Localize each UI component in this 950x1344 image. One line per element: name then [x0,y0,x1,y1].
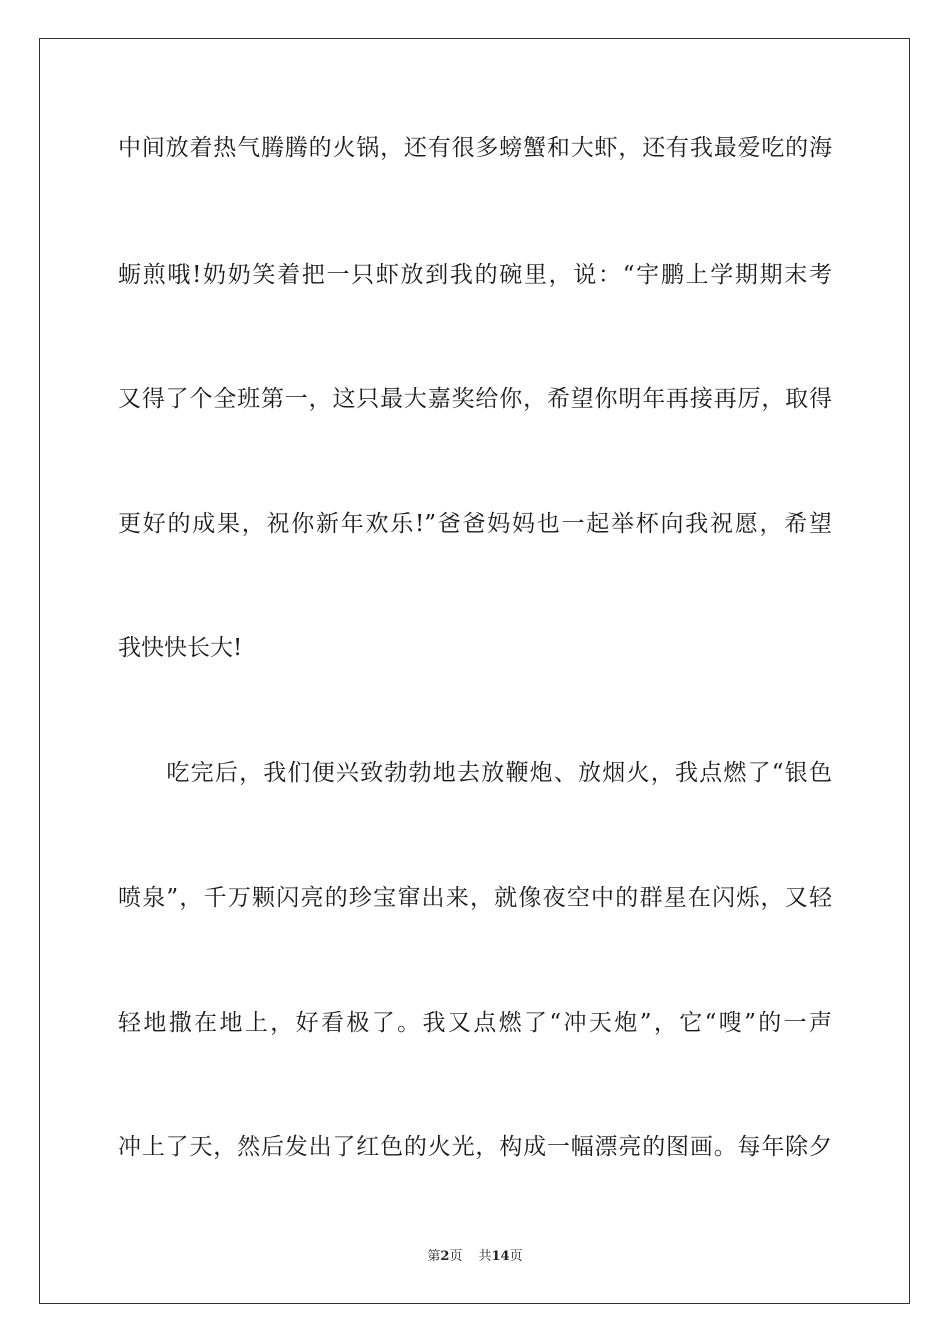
page-suffix: 页 [449,1249,463,1264]
page-footer [0,1248,950,1266]
body-text-line: 蛎煎哦!奶奶笑着把一只虾放到我的碗里，说：“宇鹏上学期期末考 [118,262,832,288]
page-frame [39,38,910,1304]
body-text-line: 轻地撒在地上，好看极了。我又点燃了“冲天炮”，它“嗖”的一声 [118,1010,832,1036]
body-text-line: 喷泉”，千万颗闪亮的珍宝窜出来，就像夜空中的群星在闪烁，又轻 [118,885,832,911]
body-text-line: 又得了个全班第一，这只最大嘉奖给你，希望你明年再接再厉，取得 [118,386,832,412]
body-text-line: 我快快长大! [118,635,243,661]
page-prefix: 第 [427,1249,441,1264]
body-text-line: 更好的成果，祝你新年欢乐!”爸爸妈妈也一起举杯向我祝愿，希望 [118,511,832,537]
total-prefix: 共 [478,1249,492,1264]
total-suffix: 页 [509,1249,523,1264]
body-text-line: 冲上了天，然后发出了红色的火光，构成一幅漂亮的图画。每年除夕 [118,1134,832,1160]
body-text-line: 吃完后，我们便兴致勃勃地去放鞭炮、放烟火，我点燃了“银色 [118,760,832,786]
body-text-line: 中间放着热气腾腾的火锅，还有很多螃蟹和大虾，还有我最爱吃的海 [118,135,832,161]
page-number: 2 [440,1249,450,1264]
total-pages: 14 [491,1249,510,1264]
